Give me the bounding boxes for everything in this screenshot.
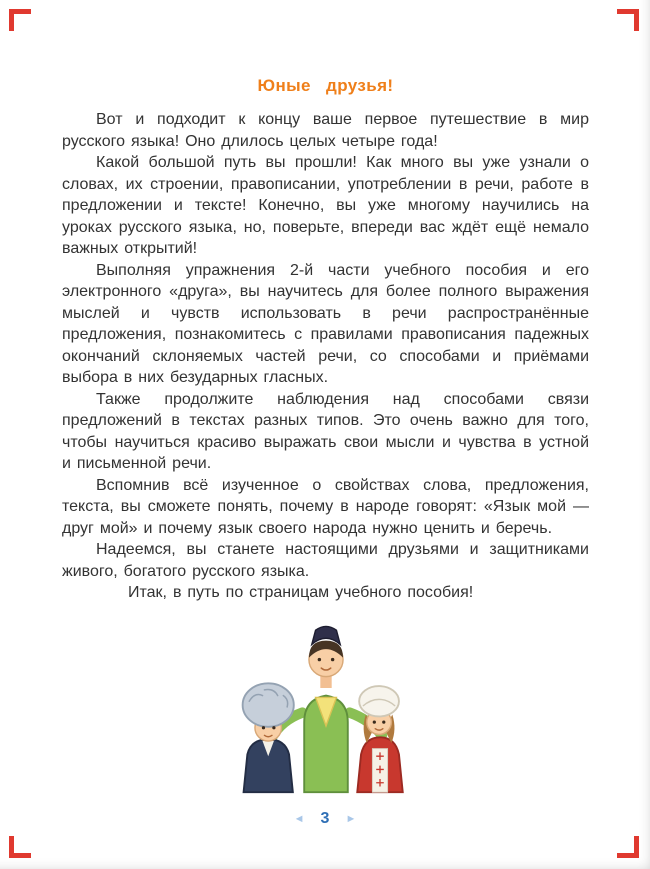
corner-mark-bottom-left [9, 836, 31, 858]
paragraph-exercises: Выполняя упражнения 2-й части учебного пособия и его электронного «друга», вы научитесь для более полного выражения мыслей и чувств использовать в речи распространённые предложения, познакомитесь с правилами правописания падежных окончаний склоняемых частей речи, со способами и приёмами выбора в них безударных гласных. [62, 261, 589, 386]
paragraph-hope: Надеемся, вы станете настоящими друзьями и защитниками живого, богатого русского языка. [62, 541, 589, 580]
page-footer-nav [0, 811, 650, 827]
paragraph-call-to-action: Итак, в путь по страницам учебного пособия! [128, 584, 474, 601]
paragraph-observations: Также продолжите наблюдения над способами связи предложений в текстах разных типов. Это очень важно для того, чтобы научиться красиво выражать свои мысли и чувства в устной и письменной речи. [62, 390, 589, 472]
corner-mark-top-right [617, 9, 639, 31]
page-title: Юные друзья! [257, 76, 394, 95]
corner-mark-top-left [9, 9, 31, 31]
paragraph-journey: Какой большой путь вы прошли! Как много вы уже узнали о словах, их строении, правописании, употреблении в речи, работе в предложении и тексте! Конечно, вы уже многому научились на уроках русского языка, но, поверьте, впереди вас ждёт ещё немало важных открытий! [62, 154, 589, 257]
page-number: 3 [320, 810, 330, 827]
paragraph-intro: Вот и подходит к концу ваше первое путешествие в мир русского языка! Оно длилось целых четыре года! [62, 111, 589, 150]
children-illustration [206, 614, 446, 796]
paragraph-proverb: Вспомнив всё изученное о свойствах слова, предложения, текста, вы сможете понять, почему в народе говорят: «Язык мой — друг мой» и почему язык своего народа нужно ценить и беречь. [62, 476, 589, 537]
corner-mark-bottom-right [617, 836, 639, 858]
prev-page-icon[interactable]: ◄ [293, 812, 305, 825]
next-page-icon[interactable]: ► [345, 812, 357, 825]
page-content [62, 76, 589, 796]
three-children-drawing [207, 616, 445, 796]
